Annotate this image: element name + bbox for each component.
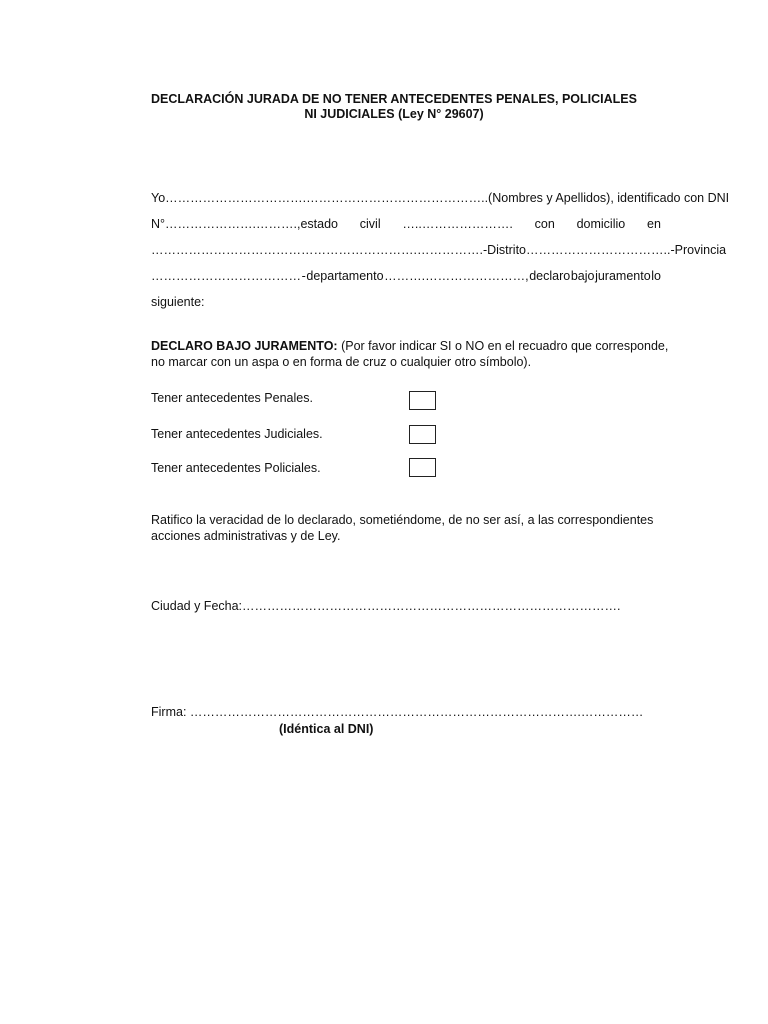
declaration-instructions — [151, 338, 669, 370]
city-date-field[interactable]: Ciudad y Fecha:………………………………………………………………………………. — [151, 599, 621, 613]
signature-note: (Idéntica al DNI) — [279, 722, 374, 736]
intro-line-1-text: Yo…………………………….……………………………………..(Nombres y Apellidos), identificado con DNI — [151, 191, 730, 205]
ratification-line-1: Ratifico la veracidad de lo declarado, sometiéndome, de no ser así, a las correspondientes — [151, 513, 654, 527]
intro-line-4 — [151, 268, 661, 294]
intro-word: departamento — [306, 269, 384, 283]
title-line-1: DECLARACIÓN JURADA DE NO TENER ANTECEDENTES PENALES, POLICIALES — [151, 92, 637, 106]
checkbox-policiales[interactable] — [409, 458, 436, 477]
intro-word: Distrito — [487, 243, 527, 257]
intro-word: declaro — [529, 269, 571, 283]
declaration-line-2: no marcar con un aspa o en forma de cruz o cualquier otro símbolo). — [151, 355, 532, 369]
declaration-line-1 — [151, 338, 669, 354]
checkbox-judiciales[interactable] — [409, 425, 436, 444]
signature-field[interactable]: Firma: ………………………………………………………………………………….…………… — [151, 705, 644, 719]
ratification-paragraph — [151, 512, 661, 544]
intro-word: …………………………….. — [526, 243, 671, 257]
intro-line-1 — [151, 190, 730, 216]
title-line-2: NI JUDICIALES (Ley N° 29607) — [304, 107, 484, 121]
intro-word: - — [301, 269, 306, 283]
intro-paragraph — [151, 190, 730, 310]
intro-word: bajo — [570, 269, 595, 283]
intro-word: con — [534, 217, 555, 231]
intro-word: …..…………………. — [402, 217, 513, 231]
item-judiciales-label: Tener antecedentes Judiciales. — [151, 427, 323, 441]
intro-word: civil — [359, 217, 381, 231]
item-penales-label: Tener antecedentes Penales. — [151, 391, 313, 405]
intro-word: N°………………….……….,estado — [151, 217, 338, 231]
intro-word: - — [670, 243, 675, 257]
ratification-line-2: acciones administrativas y de Ley. — [151, 529, 341, 543]
declaration-lead: DECLARO BAJO JURAMENTO: — [151, 339, 338, 353]
intro-line-5: siguiente: — [151, 295, 205, 309]
intro-word: juramento — [595, 269, 651, 283]
intro-line-2 — [151, 216, 661, 242]
intro-line-3 — [151, 242, 727, 268]
document-title — [100, 92, 688, 122]
intro-word: Provincia — [674, 243, 727, 257]
item-policiales-label: Tener antecedentes Policiales. — [151, 461, 321, 475]
checkbox-penales[interactable] — [409, 391, 436, 410]
intro-word: ……………………………… — [151, 269, 301, 283]
intro-word: ……….……………………, — [384, 269, 529, 283]
intro-word: en — [647, 217, 661, 231]
declaration-rest: (Por favor indicar SI o NO en el recuadro que corresponde, — [337, 339, 669, 353]
intro-word: domicilio — [576, 217, 626, 231]
intro-word: lo — [651, 269, 661, 283]
intro-word: ……………………………………………………….…………….- — [151, 243, 488, 257]
